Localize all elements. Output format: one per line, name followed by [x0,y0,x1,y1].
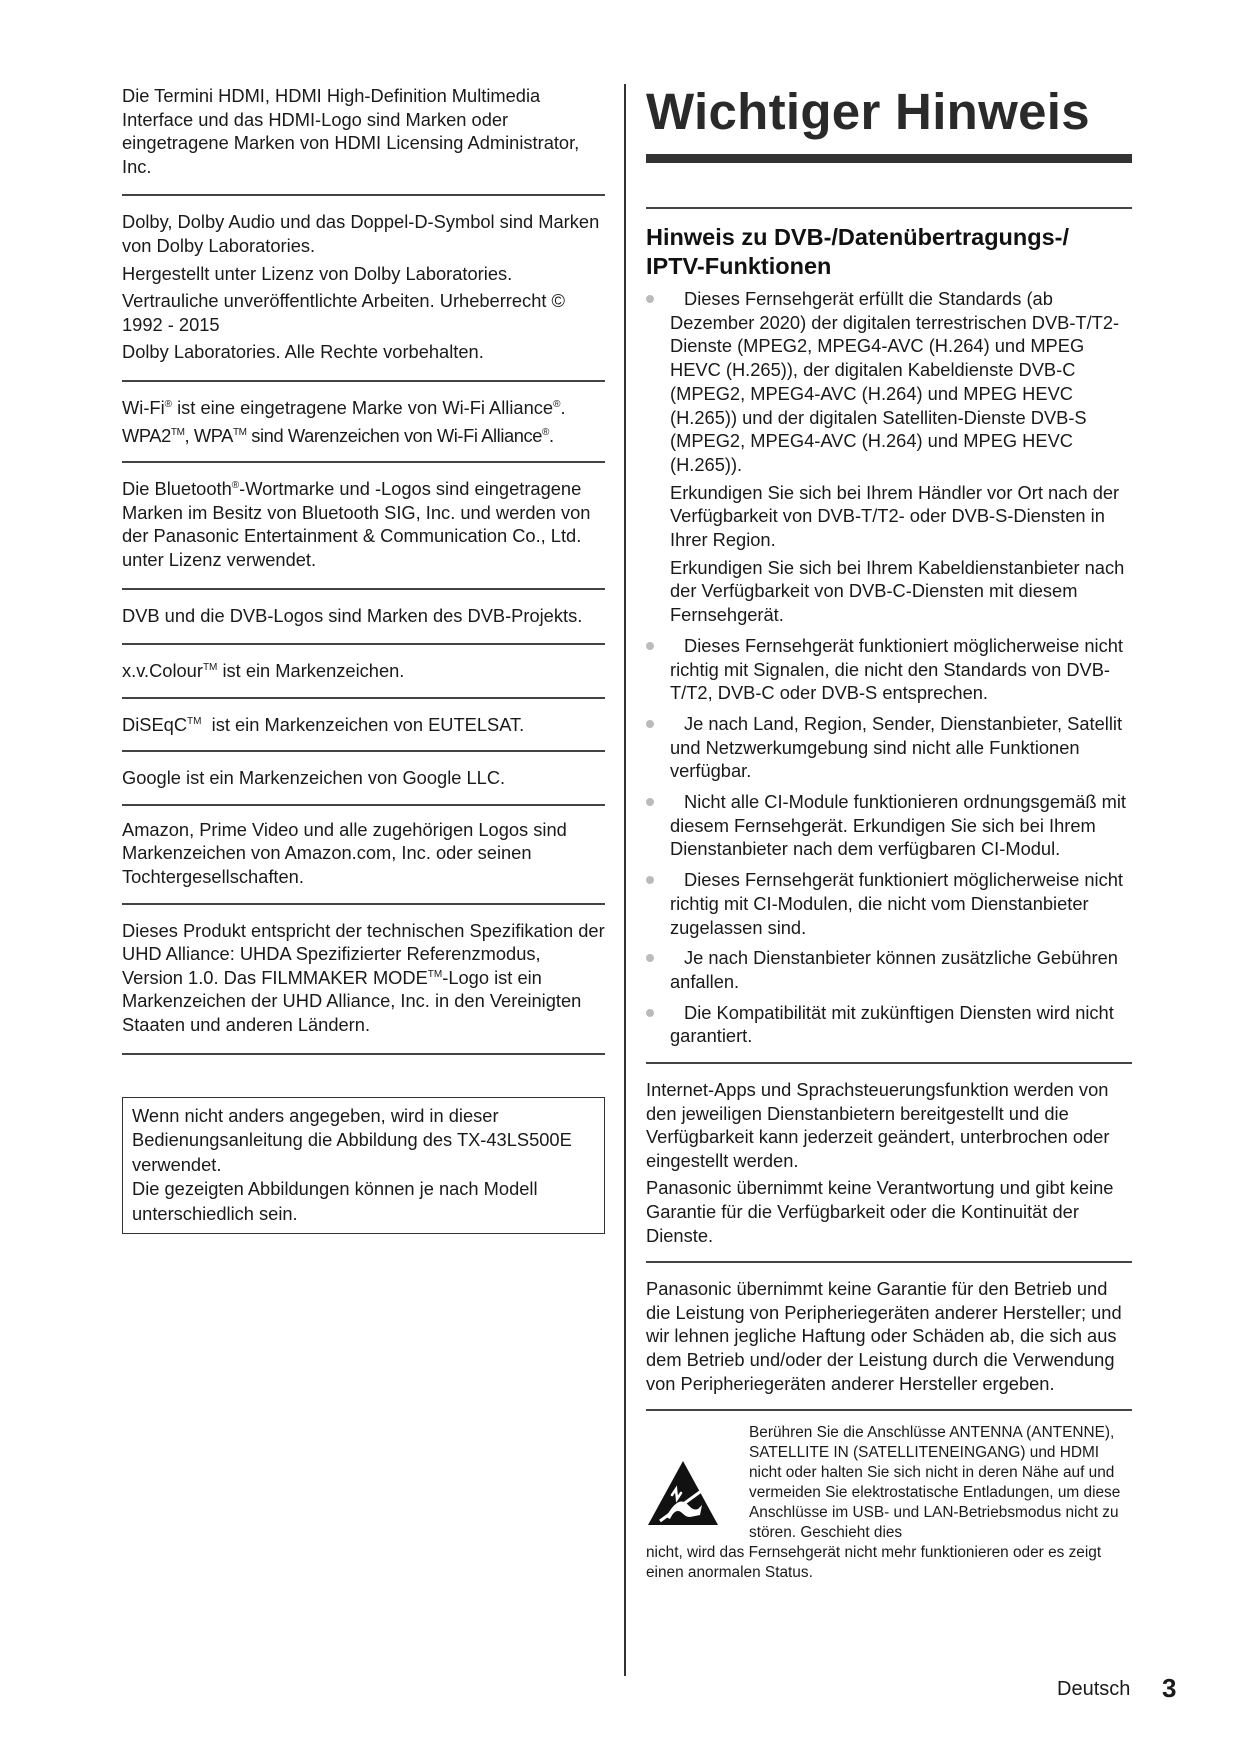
list-item [646,634,1132,705]
esd-warning [646,1423,1132,1583]
registered-mark: ® [164,398,173,410]
google-notice [122,766,605,790]
list-item [646,287,1132,627]
title-underline [646,154,1132,163]
wifi-text-2-body: sind Warenzeichen von Wi-Fi Alliance [246,424,543,446]
dolby-text-4: Dolby Laboratories. Alle Rechte vorbehalten. [122,341,484,363]
left-column [122,84,605,1234]
divider [646,1409,1132,1411]
bullet-text: Je nach Land, Region, Sender, Dienstanbieter, Satellit und Netzwerkumgebung sind nicht alle Funktionen verfügbar. [670,712,1123,782]
illustration-note-box [122,1097,605,1235]
bullet-text: Dieses Fernsehgerät erfüllt die Standards (ab Dezember 2020) der digitalen terrestrischen DVB-T/T2-Dienste (MPEG2, MPEG4-AVC (H.264) und MPEG HEVC (H.265)), der digitalen Kabeldienste DVB-C (MPEG2, MPEG4-AVC (H.264) und MPEG HEVC (H.265)) und der digitalen Satelliten-Dienste DVB-S (MPEG2, MPEG4-AVC (H.264) und MPEG HEVC (H.265)). [670,288,1120,475]
registered-mark: ® [542,426,549,438]
hdmi-notice [122,84,605,178]
dolby-text-3: Vertrauliche unveröffentlichte Arbeiten. Urheberrecht © 1992 - 2015 [122,290,565,335]
bullet-text: Dieses Fernsehgerät funktioniert möglicherweise nicht richtig mit Signalen, die nicht den Standards von DVB-T/T2, DVB-C oder DVB-S entsprechen. [670,634,1123,704]
bullet-extra-1: Erkundigen Sie sich bei Ihrem Händler vor Ort nach der Verfügbarkeit von DVB-T/T2- oder DVB-S-Diensten in Ihrer Region. [670,481,1120,551]
bluetooth-notice [122,477,605,571]
page-title: Wichtiger Hinweis [646,83,1090,140]
wifi-notice [122,396,605,447]
bullet-text: Dieses Fernsehgerät funktioniert möglicherweise nicht richtig mit CI-Modulen, die nicht vom Dienstanbieter zugelassen sind. [670,869,1123,938]
esd-text: Berühren Sie die Anschlüsse ANTENNA (ANTENNE), SATELLITE IN (SATELLITENEINGANG) und HDMI nicht oder halten Sie sich nicht in deren Nähe auf und vermeiden Sie elektrostatische Entladungen, um diese Anschlüsse im USB- und LAN-Betriebsmodus nicht zu stören. Geschieht dies [749,1424,1121,1542]
divider [646,207,1132,209]
esd-warning-icon [646,1459,720,1527]
esd-text-tail: nicht, wird das Fernsehgerät nicht mehr funktionieren oder es zeigt einen anormalen Status. [646,1544,1102,1582]
bullet-text: Nicht alle CI-Module funktionieren ordnungsgemäß mit diesem Fernsehgerät. Erkundigen Sie sich bei Ihrem Dienstanbieter nach dem verfügbaren CI-Modul. [670,791,1127,860]
list-item [646,868,1132,939]
tm-mark: TM [427,968,443,980]
dolby-text-1: Dolby, Dolby Audio und das Doppel-D-Symbol sind Marken von Dolby Laboratories. [122,211,600,256]
wifi-text-2 [122,424,605,448]
peripheral-notice [646,1277,1132,1395]
wpa2-word: WPA2 [122,424,171,446]
section-heading: Hinweis zu DVB-/Datenübertragungs-/ IPTV-Funktionen [646,224,1070,279]
footer-language: Deutsch [1057,1678,1131,1700]
right-column [646,82,1132,1583]
amazon-text: Amazon, Prime Video und alle zugehörigen Logos sind Markenzeichen von Amazon.com, Inc. oder seinen Tochtergesellschaften. [122,818,567,888]
divider [122,194,605,196]
wpa-word: , WPA [184,424,233,446]
peripheral-text: Panasonic übernimmt keine Garantie für den Betrieb und die Leistung von Peripheriegeräten anderer Hersteller; und wir lehnen jegliche Haftung oder Schäden ab, die sich aus dem Betrieb und/oder der Leistung durch die Verwendung von Peripheriegeräten anderer Hersteller ergeben. [646,1278,1122,1394]
list-item [646,946,1132,993]
bullet-text: Je nach Dienstanbieter können zusätzliche Gebühren anfallen. [670,947,1118,992]
uhd-body-1: Dieses Produkt entspricht der technischen Spezifikation der UHD Alliance: UHDA Spezifizierter Referenzmodus, Version 1.0. Das FILMMAKER MODE [122,919,605,988]
hdmi-text: Die Termini HDMI, HDMI High-Definition Multimedia Interface und das HDMI-Logo sind Marken oder eingetragene Marken von HDMI Licensing Administrator, Inc. [122,85,580,177]
xvcolour-body: ist ein Markenzeichen. [217,660,405,682]
list-item [646,790,1132,861]
xvcolour-text [122,659,605,683]
wifi-text-1 [122,396,605,420]
divider [122,750,605,752]
tm-mark: TM [187,715,202,727]
illustration-note-2: Die gezeigten Abbildungen können je nach Modell unterschiedlich sein. [132,1178,538,1224]
internet-text-2: Panasonic übernimmt keine Verantwortung und gibt keine Garantie für die Verfügbarkeit oder die Kontinuität der Dienste. [646,1177,1114,1246]
divider [122,588,605,590]
period: . [549,424,554,446]
page-number: 3 [1162,1673,1177,1703]
bullet-extra-2: Erkundigen Sie sich bei Ihrem Kabeldienstanbieter nach der Verfügbarkeit von DVB-C-Diensten mit diesem Fernsehgerät. [670,556,1125,626]
list-item [646,712,1132,783]
wifi-word: Wi-Fi [122,396,165,418]
tm-mark: TM [170,426,185,438]
google-text: Google ist ein Markenzeichen von Google LLC. [122,767,506,789]
registered-mark: ® [553,398,561,410]
bluetooth-word: Die Bluetooth [122,478,232,500]
divider [122,1053,605,1055]
dolby-notice [122,210,605,364]
xvcolour-notice [122,659,605,683]
tm-mark: TM [202,662,218,674]
tm-mark: TM [232,426,247,438]
divider [122,380,605,382]
wifi-text-1-body: ist eine eingetragene Marke von Wi-Fi Alliance [172,396,554,418]
divider [122,903,605,905]
divider [646,1062,1132,1064]
period: . [560,396,566,418]
diseqc-word: DiSEqC [122,713,188,735]
bluetooth-body: -Wortmarke und -Logos sind eingetragene Marken im Besitz von Bluetooth SIG, Inc. und werden von der Panasonic Entertainment & Communication Co., Ltd. unter Lizenz verwendet. [122,478,591,570]
divider [122,643,605,645]
diseqc-notice [122,713,605,737]
uhd-body-2: -Logo ist ein Markenzeichen der UHD Alliance, Inc. in den Vereinigten Staaten und anderen Ländern. [122,966,582,1036]
internet-text-1: Internet-Apps und Sprachsteuerungsfunktion werden von den jeweiligen Dienstanbietern bereitgestellt und die Verfügbarkeit kann jederzeit geändert, unterbrochen oder eingestellt werden. [646,1079,1110,1171]
amazon-notice [122,818,605,889]
dolby-text-2: Hergestellt unter Lizenz von Dolby Laboratories. [122,262,513,284]
bullet-text: Die Kompatibilität mit zukünftigen Diensten wird nicht garantiert. [670,1001,1114,1047]
list-item [646,1001,1132,1048]
dvb-bullet-list [646,287,1132,1048]
illustration-note-1: Wenn nicht anders angegeben, wird in dieser Bedienungsanleitung die Abbildung des TX-43LS500E verwendet. [132,1104,572,1175]
diseqc-text [122,713,605,737]
divider [122,461,605,463]
uhd-text [122,919,605,1037]
divider [122,697,605,699]
bluetooth-text [122,477,605,571]
dvb-text: DVB und die DVB-Logos sind Marken des DVB-Projekts. [122,604,583,626]
divider [646,1261,1132,1263]
dvb-notice [122,604,605,628]
divider [122,804,605,806]
registered-mark: ® [231,480,240,492]
uhd-notice [122,919,605,1037]
internet-apps-notice [646,1078,1132,1247]
xvcolour-word: x.v.Colour [122,660,203,682]
column-divider [624,84,626,1676]
diseqc-body: ist ein Markenzeichen von EUTELSAT. [201,713,525,735]
